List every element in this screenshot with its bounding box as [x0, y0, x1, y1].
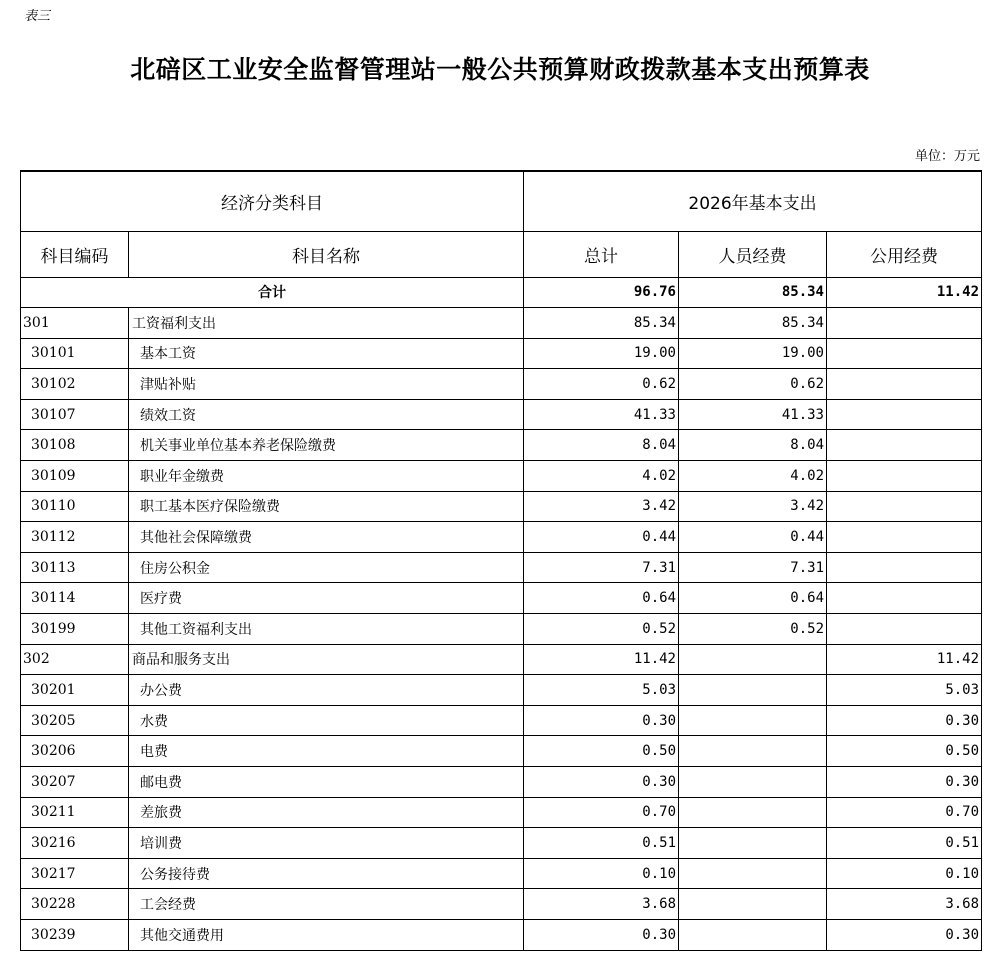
row-total: 0.50	[524, 736, 679, 767]
row-public	[827, 430, 982, 461]
row-total: 0.30	[524, 919, 679, 950]
row-total: 0.30	[524, 705, 679, 736]
row-total: 7.31	[524, 552, 679, 583]
row-public	[827, 308, 982, 339]
row-total: 85.34	[524, 308, 679, 339]
row-total: 3.68	[524, 889, 679, 920]
row-code: 301	[21, 308, 129, 339]
row-name: 津贴补贴	[129, 369, 524, 400]
row-code: 30205	[21, 705, 129, 736]
total-personnel: 85.34	[679, 277, 827, 308]
row-code: 302	[21, 644, 129, 675]
row-name: 住房公积金	[129, 552, 524, 583]
row-code: 30211	[21, 797, 129, 828]
row-name: 机关事业单位基本养老保险缴费	[129, 430, 524, 461]
page-title: 北碚区工业安全监督管理站一般公共预算财政拨款基本支出预算表	[130, 55, 870, 84]
row-total: 11.42	[524, 644, 679, 675]
row-public	[827, 461, 982, 492]
table-row	[21, 491, 982, 522]
row-code: 30107	[21, 399, 129, 430]
row-personnel: 0.62	[679, 369, 827, 400]
row-total: 8.04	[524, 430, 679, 461]
row-name: 基本工资	[129, 338, 524, 369]
row-public	[827, 369, 982, 400]
table-row	[21, 583, 982, 614]
header-public: 公用经费	[827, 231, 982, 277]
header-personnel: 人员经费	[679, 231, 827, 277]
row-code: 30112	[21, 522, 129, 553]
row-public: 0.10	[827, 858, 982, 889]
header-row-2	[21, 231, 982, 277]
unit-label: 单位：万元	[914, 149, 980, 164]
row-public	[827, 491, 982, 522]
row-total: 4.02	[524, 461, 679, 492]
row-personnel: 3.42	[679, 491, 827, 522]
row-public	[827, 522, 982, 553]
row-personnel	[679, 644, 827, 675]
row-code: 30108	[21, 430, 129, 461]
table-row	[21, 644, 982, 675]
table-row	[21, 614, 982, 645]
row-code: 30206	[21, 736, 129, 767]
row-name: 医疗费	[129, 583, 524, 614]
row-name: 商品和服务支出	[129, 644, 524, 675]
table-row	[21, 828, 982, 859]
row-personnel: 8.04	[679, 430, 827, 461]
row-personnel: 19.00	[679, 338, 827, 369]
total-label: 合计	[21, 277, 524, 308]
table-row	[21, 522, 982, 553]
table-row	[21, 399, 982, 430]
header-total: 总计	[524, 231, 679, 277]
row-public	[827, 338, 982, 369]
row-personnel	[679, 858, 827, 889]
row-public: 0.30	[827, 767, 982, 798]
row-total: 41.33	[524, 399, 679, 430]
row-name: 培训费	[129, 828, 524, 859]
row-code: 30113	[21, 552, 129, 583]
row-name: 公务接待费	[129, 858, 524, 889]
row-personnel	[679, 675, 827, 706]
row-total: 0.30	[524, 767, 679, 798]
table-row	[21, 430, 982, 461]
row-total: 0.51	[524, 828, 679, 859]
row-name: 邮电费	[129, 767, 524, 798]
row-code: 30102	[21, 369, 129, 400]
table-row	[21, 797, 982, 828]
row-code: 30228	[21, 889, 129, 920]
row-public: 0.70	[827, 797, 982, 828]
row-code: 30217	[21, 858, 129, 889]
row-code: 30110	[21, 491, 129, 522]
row-code: 30239	[21, 919, 129, 950]
row-public: 0.50	[827, 736, 982, 767]
row-personnel	[679, 919, 827, 950]
row-name: 其他交通费用	[129, 919, 524, 950]
table-row	[21, 736, 982, 767]
table-number: 表三	[24, 9, 51, 24]
row-personnel: 4.02	[679, 461, 827, 492]
row-public: 0.30	[827, 705, 982, 736]
header-row-1	[21, 171, 982, 231]
row-personnel	[679, 705, 827, 736]
row-total: 0.70	[524, 797, 679, 828]
table-row	[21, 705, 982, 736]
row-personnel	[679, 736, 827, 767]
row-total: 0.10	[524, 858, 679, 889]
row-name: 其他工资福利支出	[129, 614, 524, 645]
row-code: 30109	[21, 461, 129, 492]
row-total: 3.42	[524, 491, 679, 522]
header-econ-class: 经济分类科目	[21, 171, 524, 231]
table-row	[21, 461, 982, 492]
row-personnel: 7.31	[679, 552, 827, 583]
row-name: 绩效工资	[129, 399, 524, 430]
row-name: 职业年金缴费	[129, 461, 524, 492]
row-public: 0.30	[827, 919, 982, 950]
row-public	[827, 552, 982, 583]
table-row	[21, 369, 982, 400]
table-row	[21, 308, 982, 339]
row-code: 30199	[21, 614, 129, 645]
total-row	[21, 277, 982, 308]
row-personnel	[679, 828, 827, 859]
row-code: 30101	[21, 338, 129, 369]
row-name: 差旅费	[129, 797, 524, 828]
row-name: 水费	[129, 705, 524, 736]
header-code: 科目编码	[21, 231, 129, 277]
row-public: 3.68	[827, 889, 982, 920]
row-total: 19.00	[524, 338, 679, 369]
row-personnel: 85.34	[679, 308, 827, 339]
table-row	[21, 338, 982, 369]
header-year-basic: 2026年基本支出	[524, 171, 982, 231]
budget-table	[20, 170, 982, 951]
row-total: 0.62	[524, 369, 679, 400]
row-personnel: 0.52	[679, 614, 827, 645]
row-name: 其他社会保障缴费	[129, 522, 524, 553]
header-name: 科目名称	[129, 231, 524, 277]
row-name: 电费	[129, 736, 524, 767]
row-personnel: 0.64	[679, 583, 827, 614]
row-code: 30201	[21, 675, 129, 706]
row-name: 办公费	[129, 675, 524, 706]
row-code: 30114	[21, 583, 129, 614]
row-name: 工资福利支出	[129, 308, 524, 339]
table-row	[21, 552, 982, 583]
row-total: 0.44	[524, 522, 679, 553]
row-public	[827, 399, 982, 430]
row-public	[827, 614, 982, 645]
table-row	[21, 919, 982, 950]
table-row	[21, 675, 982, 706]
row-personnel	[679, 889, 827, 920]
row-code: 30207	[21, 767, 129, 798]
row-public: 5.03	[827, 675, 982, 706]
row-total: 0.64	[524, 583, 679, 614]
total-total: 96.76	[524, 277, 679, 308]
table-row	[21, 858, 982, 889]
row-public	[827, 583, 982, 614]
row-personnel: 41.33	[679, 399, 827, 430]
row-public: 0.51	[827, 828, 982, 859]
row-code: 30216	[21, 828, 129, 859]
row-total: 0.52	[524, 614, 679, 645]
row-name: 工会经费	[129, 889, 524, 920]
row-name: 职工基本医疗保险缴费	[129, 491, 524, 522]
table-row	[21, 767, 982, 798]
row-personnel: 0.44	[679, 522, 827, 553]
total-public: 11.42	[827, 277, 982, 308]
row-personnel	[679, 767, 827, 798]
row-personnel	[679, 797, 827, 828]
row-total: 5.03	[524, 675, 679, 706]
table-row	[21, 889, 982, 920]
row-public: 11.42	[827, 644, 982, 675]
